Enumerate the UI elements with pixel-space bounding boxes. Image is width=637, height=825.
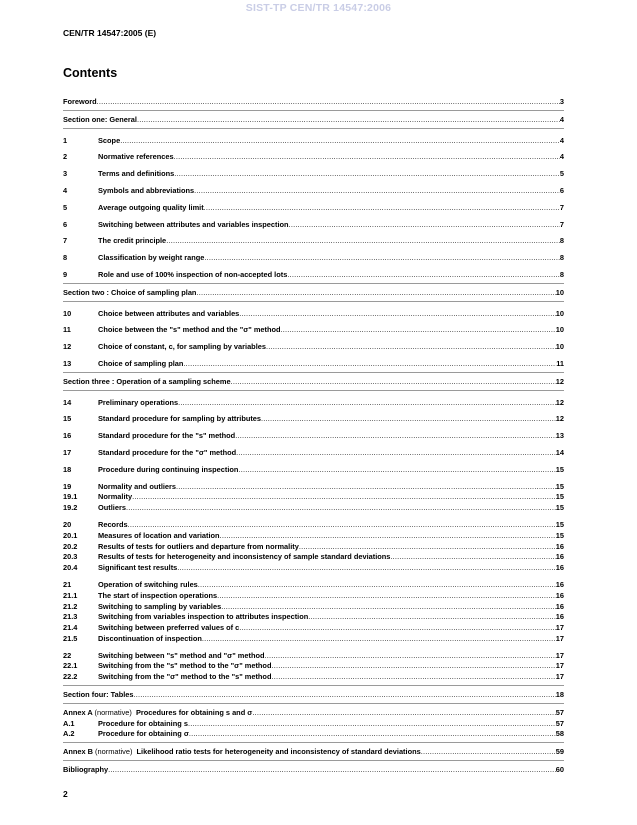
toc-entry-foreword[interactable] xyxy=(63,97,564,108)
toc-page: 10 xyxy=(555,325,564,335)
toc-title: Section four: Tables xyxy=(63,690,134,700)
toc-title: Standard procedure for sampling by attributes xyxy=(98,414,262,424)
toc-leader xyxy=(183,359,556,370)
toc-number: 21.3 xyxy=(63,612,78,622)
toc-leader xyxy=(264,651,555,662)
toc-number: 4 xyxy=(63,185,68,195)
watermark: SIST-TP CEN/TR 14547:2006 xyxy=(245,2,392,14)
divider xyxy=(63,128,564,129)
toc-number: 6 xyxy=(63,219,68,229)
toc-entry-10[interactable] xyxy=(63,309,564,320)
toc-title: Switching to sampling by variables xyxy=(98,601,222,611)
toc-leader xyxy=(238,465,555,476)
toc-entry-13[interactable] xyxy=(63,359,564,370)
toc-title: Switching between "s" method and "σ" method xyxy=(98,650,265,660)
toc-leader xyxy=(174,152,560,163)
toc-number: 13 xyxy=(63,358,72,368)
toc-page: 15 xyxy=(555,519,564,529)
annex-title: Procedures for obtaining s and σ xyxy=(135,707,253,717)
toc-number: 22.1 xyxy=(63,661,78,671)
toc-page: 3 xyxy=(559,97,564,106)
toc-entry-a-2[interactable] xyxy=(63,729,564,740)
toc-leader xyxy=(220,531,556,542)
toc-number: 20.4 xyxy=(63,563,78,573)
toc-entry-section-four[interactable] xyxy=(63,690,564,701)
table-of-contents xyxy=(63,97,564,776)
toc-page: 4 xyxy=(559,114,564,124)
toc-title: Procedure for obtaining σ xyxy=(98,729,189,739)
toc-number: 19 xyxy=(63,481,72,491)
toc-title xyxy=(63,708,252,719)
toc-entry-annex-a[interactable] xyxy=(63,708,564,719)
toc-leader xyxy=(271,672,555,683)
annex-status: (normative) xyxy=(95,747,133,757)
toc-leader xyxy=(239,309,555,320)
toc-leader xyxy=(421,747,556,758)
toc-title: Switching from the "σ" method to the "s" method xyxy=(98,672,272,682)
toc-leader xyxy=(194,186,560,197)
toc-number: 2 xyxy=(63,152,68,162)
toc-title: Section three : Operation of a sampling scheme xyxy=(63,376,231,386)
annex-title: Likelihood ratio tests for heterogeneity and inconsistency of standard deviations xyxy=(136,747,421,757)
toc-entry-21[interactable] xyxy=(63,580,564,591)
toc-page: 15 xyxy=(555,503,564,513)
toc-leader xyxy=(299,542,556,553)
toc-entry-bibliography[interactable] xyxy=(63,765,564,776)
toc-number: 12 xyxy=(63,342,72,352)
toc-leader xyxy=(97,97,560,108)
toc-title: Switching from the "s" method to the "σ" method xyxy=(98,661,272,671)
toc-entry-17[interactable] xyxy=(63,448,564,459)
toc-page: 14 xyxy=(555,447,564,457)
divider xyxy=(63,301,564,302)
toc-entry-8[interactable] xyxy=(63,253,564,264)
toc-entry-section-one[interactable] xyxy=(63,115,564,126)
toc-entry-20-2[interactable] xyxy=(63,542,564,553)
toc-title: Discontinuation of inspection xyxy=(98,633,202,643)
toc-entry-21-5[interactable] xyxy=(63,634,564,645)
toc-entry-section-two[interactable] xyxy=(63,288,564,299)
toc-page: 8 xyxy=(559,253,564,263)
toc-page: 16 xyxy=(555,590,564,600)
toc-page: 12 xyxy=(555,397,564,407)
toc-entry-20-3[interactable] xyxy=(63,552,564,563)
toc-entry-15[interactable] xyxy=(63,414,564,425)
toc-entry-20-4[interactable] xyxy=(63,563,564,574)
toc-number: 20 xyxy=(63,519,72,529)
toc-number: 21 xyxy=(63,579,72,589)
toc-page: 57 xyxy=(555,707,564,717)
toc-number: 7 xyxy=(63,236,68,246)
toc-title: Operation of switching rules xyxy=(98,579,198,589)
toc-entry-section-three[interactable] xyxy=(63,377,564,388)
toc-page: 10 xyxy=(555,342,564,352)
toc-number: 8 xyxy=(63,253,68,263)
toc-number: 21.1 xyxy=(63,590,78,600)
toc-leader xyxy=(178,398,556,409)
toc-number: 19.2 xyxy=(63,503,78,513)
toc-entry-9[interactable] xyxy=(63,270,564,281)
toc-page: 60 xyxy=(555,765,564,775)
divider xyxy=(63,760,564,761)
toc-page: 7 xyxy=(559,219,564,229)
toc-title: Choice between attributes and variables xyxy=(98,308,240,318)
toc-leader xyxy=(189,729,556,740)
toc-title: Section two : Choice of sampling plan xyxy=(63,287,197,297)
toc-leader xyxy=(308,612,556,623)
toc-leader xyxy=(287,270,560,281)
toc-entry-5[interactable] xyxy=(63,203,564,214)
toc-title: Choice of constant, c, for sampling by variables xyxy=(98,342,266,352)
toc-number: A.1 xyxy=(63,718,75,728)
toc-leader xyxy=(236,448,556,459)
divider xyxy=(63,110,564,111)
toc-number: 3 xyxy=(63,169,68,179)
toc-leader xyxy=(166,236,560,247)
toc-page: 15 xyxy=(555,464,564,474)
toc-title: Procedure during continuing inspection xyxy=(98,464,239,474)
toc-title: Role and use of 100% inspection of non-accepted lots xyxy=(98,269,288,279)
toc-title: Results of tests for heterogeneity and inconsistency of sample standard deviations xyxy=(98,552,391,562)
toc-entry-3[interactable] xyxy=(63,169,564,180)
toc-page: 16 xyxy=(555,563,564,573)
toc-number: 11 xyxy=(63,325,71,335)
toc-title: Results of tests for outliers and departure from normality xyxy=(98,541,299,551)
toc-entry-1[interactable] xyxy=(63,136,564,147)
toc-page: 16 xyxy=(555,612,564,622)
toc-entry-22[interactable] xyxy=(63,651,564,662)
divider xyxy=(63,685,564,686)
toc-page: 15 xyxy=(555,530,564,540)
annex-label: Annex A xyxy=(63,707,93,717)
toc-page: 17 xyxy=(555,672,564,682)
toc-leader xyxy=(239,623,555,634)
toc-leader xyxy=(204,203,560,214)
toc-leader xyxy=(271,661,555,672)
toc-title: Classification by weight range xyxy=(98,253,205,263)
toc-number: 20.1 xyxy=(63,530,78,540)
toc-leader xyxy=(221,602,556,613)
toc-title: The credit principle xyxy=(98,236,167,246)
toc-entry-4[interactable] xyxy=(63,186,564,197)
toc-page: 6 xyxy=(559,185,564,195)
toc-title: Switching between attributes and variables inspection xyxy=(98,219,289,229)
toc-page: 10 xyxy=(555,287,564,297)
toc-title: Normality xyxy=(98,492,133,502)
toc-page: 10 xyxy=(555,308,564,318)
toc-page: 11 xyxy=(556,358,564,368)
toc-entry-19-1[interactable] xyxy=(63,492,564,503)
divider xyxy=(63,372,564,373)
toc-entry-20[interactable] xyxy=(63,520,564,531)
toc-number: 18 xyxy=(63,464,72,474)
toc-entry-21-1[interactable] xyxy=(63,591,564,602)
toc-number: 22 xyxy=(63,650,72,660)
toc-title: Standard procedure for the "σ" method xyxy=(98,447,237,457)
toc-page: 17 xyxy=(555,633,564,643)
toc-number: 19.1 xyxy=(63,492,78,502)
toc-title: Standard procedure for the "s" method xyxy=(98,431,236,441)
toc-number: 15 xyxy=(63,414,72,424)
toc-entry-a-1[interactable] xyxy=(63,719,564,730)
toc-page: 58 xyxy=(555,729,564,739)
toc-entry-19-2[interactable] xyxy=(63,503,564,514)
toc-page: 12 xyxy=(555,414,564,424)
toc-leader xyxy=(134,690,556,701)
annex-label: Annex B xyxy=(63,747,93,757)
toc-leader xyxy=(198,580,556,591)
toc-number: 20.2 xyxy=(63,541,78,551)
toc-leader xyxy=(132,492,556,503)
divider xyxy=(63,390,564,391)
toc-page: 15 xyxy=(555,481,564,491)
toc-page: 15 xyxy=(555,492,564,502)
toc-page: 17 xyxy=(555,661,564,671)
toc-title: Records xyxy=(98,519,128,529)
divider xyxy=(63,283,564,284)
toc-entry-16[interactable] xyxy=(63,431,564,442)
page-number: 2 xyxy=(63,789,68,799)
toc-title: Symbols and abbreviations xyxy=(98,185,195,195)
toc-leader xyxy=(235,431,556,442)
toc-title: Scope xyxy=(98,135,121,145)
toc-leader xyxy=(120,136,560,147)
divider xyxy=(63,703,564,704)
toc-entry-21-2[interactable] xyxy=(63,602,564,613)
toc-number: 22.2 xyxy=(63,672,78,682)
toc-entry-6[interactable] xyxy=(63,220,564,231)
toc-title: Choice of sampling plan xyxy=(98,358,184,368)
toc-leader xyxy=(188,719,556,730)
toc-leader xyxy=(231,377,556,388)
toc-title: Procedure for obtaining s xyxy=(98,718,188,728)
toc-entry-7[interactable] xyxy=(63,236,564,247)
toc-leader xyxy=(252,708,555,719)
toc-leader xyxy=(196,288,555,299)
toc-entry-21-3[interactable] xyxy=(63,612,564,623)
toc-leader xyxy=(266,342,556,353)
toc-entry-19[interactable] xyxy=(63,482,564,493)
toc-page: 17 xyxy=(555,650,564,660)
toc-number: 9 xyxy=(63,269,68,279)
toc-leader xyxy=(281,325,556,336)
toc-leader xyxy=(204,253,560,264)
toc-title: Terms and definitions xyxy=(98,169,175,179)
toc-leader xyxy=(202,634,556,645)
toc-leader xyxy=(390,552,555,563)
toc-title: Normality and outliers xyxy=(98,481,177,491)
toc-page: 4 xyxy=(559,135,564,145)
toc-page: 4 xyxy=(559,152,564,162)
toc-number: 5 xyxy=(63,202,68,212)
toc-leader xyxy=(261,414,556,425)
toc-title: Bibliography xyxy=(63,765,109,775)
toc-page: 8 xyxy=(559,269,564,279)
toc-page: 17 xyxy=(555,623,564,633)
toc-entry-2[interactable] xyxy=(63,152,564,163)
toc-entry-18[interactable] xyxy=(63,465,564,476)
toc-page: 5 xyxy=(559,169,564,179)
toc-title: Measures of location and variation xyxy=(98,530,220,540)
toc-leader xyxy=(217,591,556,602)
toc-title: Preliminary operations xyxy=(98,397,179,407)
toc-entry-11[interactable] xyxy=(63,325,564,336)
toc-page: 59 xyxy=(555,747,564,757)
toc-leader xyxy=(289,220,560,231)
toc-entry-22-2[interactable] xyxy=(63,672,564,683)
toc-entry-21-4[interactable] xyxy=(63,623,564,634)
toc-number: A.2 xyxy=(63,729,75,739)
toc-title xyxy=(63,747,421,758)
toc-entry-22-1[interactable] xyxy=(63,661,564,672)
toc-number: 10 xyxy=(63,308,72,318)
toc-number: 21.4 xyxy=(63,623,78,633)
toc-leader xyxy=(137,115,560,126)
toc-page: 16 xyxy=(555,579,564,589)
toc-entry-annex-b[interactable] xyxy=(63,747,564,758)
toc-leader xyxy=(126,503,556,514)
divider xyxy=(63,742,564,743)
toc-entry-14[interactable] xyxy=(63,398,564,409)
toc-leader xyxy=(108,765,556,776)
document-id: CEN/TR 14547:2005 (E) xyxy=(63,28,157,38)
toc-title: Section one: General xyxy=(63,114,137,124)
toc-page: 13 xyxy=(555,431,564,441)
annex-status: (normative) xyxy=(94,707,132,717)
toc-number: 1 xyxy=(63,135,68,145)
toc-title: Significant test results xyxy=(98,563,178,573)
toc-page: 57 xyxy=(555,718,564,728)
toc-number: 21.2 xyxy=(63,601,78,611)
toc-entry-20-1[interactable] xyxy=(63,531,564,542)
toc-number: 21.5 xyxy=(63,633,78,643)
toc-title: Foreword xyxy=(63,97,97,106)
toc-title: Switching between preferred values of c xyxy=(98,623,240,633)
toc-page: 12 xyxy=(555,376,564,386)
toc-title: Normative references xyxy=(98,152,174,162)
toc-entry-12[interactable] xyxy=(63,342,564,353)
toc-leader xyxy=(176,482,556,493)
toc-page: 16 xyxy=(555,601,564,611)
toc-page: 8 xyxy=(559,236,564,246)
toc-title: Switching from variables inspection to attributes inspection xyxy=(98,612,309,622)
toc-title: Average outgoing quality limit xyxy=(98,202,204,212)
toc-number: 16 xyxy=(63,431,72,441)
toc-page: 16 xyxy=(555,552,564,562)
toc-page: 18 xyxy=(555,690,564,700)
toc-leader xyxy=(128,520,556,531)
toc-page: 16 xyxy=(555,541,564,551)
toc-title: Outliers xyxy=(98,503,126,513)
toc-number: 20.3 xyxy=(63,552,78,562)
toc-title: The start of inspection operations xyxy=(98,590,218,600)
toc-leader xyxy=(174,169,560,180)
toc-number: 14 xyxy=(63,397,72,407)
page-title: Contents xyxy=(63,66,118,80)
toc-leader xyxy=(177,563,556,574)
toc-title: Choice between the "s" method and the "σ" method xyxy=(98,325,281,335)
toc-page: 7 xyxy=(559,202,564,212)
toc-number: 17 xyxy=(63,447,72,457)
